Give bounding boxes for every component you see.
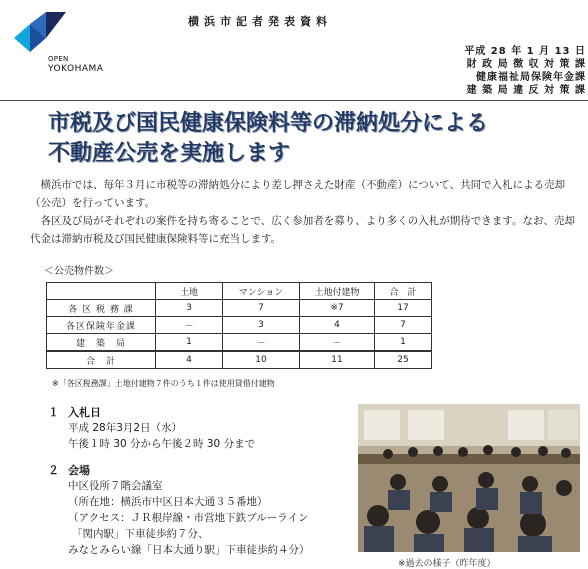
intro-paragraph-2: 各区及び局がそれぞれの案件を持ち寄ることで、広く参加者を募り、より多くの入札が期待できます。なお、売却代金は滞納市税及び国民健康保険料等に充当します。 xyxy=(30,215,575,245)
table-cell: 10 xyxy=(223,351,300,369)
header-divider xyxy=(0,100,588,101)
table-cell: 建 築 局 xyxy=(47,334,156,352)
venue-name: 中区役所７階会議室 xyxy=(68,480,163,492)
title-line-1: 市税及び国民健康保険料等の滞納処分による xyxy=(48,110,489,136)
table-header-cell: マンション xyxy=(223,283,300,300)
table-header-cell: 合 計 xyxy=(375,283,432,300)
table-cell: 各区保険年金課 xyxy=(47,317,156,334)
header-date-block xyxy=(464,45,586,97)
intro-paragraph-1: 横浜市では、毎年３月に市税等の滞納処分により差し押さえた財産（不動産）について、共同で入札による売却（公売）を行っています。 xyxy=(30,179,566,209)
table-row xyxy=(47,334,432,352)
section-2-number: ２ xyxy=(48,464,59,477)
table-cell: 7 xyxy=(375,317,432,334)
section-2-heading: 会場 xyxy=(68,464,90,477)
table-header-row xyxy=(47,283,432,300)
table-cell: 3 xyxy=(156,300,223,317)
bid-date: 平成 28年3月2日（水） xyxy=(68,422,183,434)
table-row xyxy=(47,300,432,317)
venue-access-line-1: （アクセス：ＪＲ根岸線・市営地下鉄ブルーライン xyxy=(68,512,309,524)
table-cell: 3 xyxy=(223,317,300,334)
logo-line1: OPEN xyxy=(48,55,69,63)
past-auction-photo xyxy=(358,404,580,552)
table-cell: 1 xyxy=(375,334,432,352)
department-2: 健康福祉局保険年金課 xyxy=(476,72,586,83)
table-cell: 25 xyxy=(375,351,432,369)
table-cell: 17 xyxy=(375,300,432,317)
table-cell: 11 xyxy=(300,351,375,369)
table-cell: 1 xyxy=(156,334,223,352)
release-date: 平成 28 年 1 月 13 日 xyxy=(464,46,586,57)
table-header-cell: 土地 xyxy=(156,283,223,300)
table-cell: 4 xyxy=(156,351,223,369)
logo-wordmark xyxy=(48,54,103,74)
table-row xyxy=(47,317,432,334)
property-count-table xyxy=(46,282,432,369)
document-title xyxy=(48,108,568,168)
photo-caption: ※過去の様子（昨年度） xyxy=(398,559,496,569)
logo-line2: YOKOHAMA xyxy=(48,64,104,74)
table-cell: － xyxy=(300,334,375,352)
bid-time: 午後１時 30 分から午後２時 30 分まで xyxy=(68,438,256,450)
venue-address: （所在地：横浜市中区日本大通３５番地） xyxy=(68,496,268,508)
table-cell: － xyxy=(156,317,223,334)
table-cell: 各 区 税 務 課 xyxy=(47,300,156,317)
table-cell: 7 xyxy=(223,300,300,317)
table-header-cell: 土地付建物 xyxy=(300,283,375,300)
title-line-2: 不動産公売を実施します xyxy=(48,140,291,166)
table-cell: 4 xyxy=(300,317,375,334)
table-cell: 合 計 xyxy=(47,351,156,369)
table-note: ※「各区税務課」土地付建物７件のうち１件は使用貸借付建物 xyxy=(52,379,275,388)
table-header-cell xyxy=(47,283,156,300)
venue-access-line-2: 「関内駅」下車徒歩約７分、 xyxy=(72,528,209,540)
department-1: 財 政 局 徴 収 対 策 課 xyxy=(466,59,586,70)
table-cell: － xyxy=(223,334,300,352)
section-1-heading: 入札日 xyxy=(68,406,101,419)
table-cell: ※7 xyxy=(300,300,375,317)
table-total-row xyxy=(47,351,432,369)
press-release-header: 横浜市記者発表資料 xyxy=(188,15,332,28)
section-1-number: １ xyxy=(48,406,59,419)
department-3: 建 築 局 違 反 対 策 課 xyxy=(466,85,586,96)
table-caption: ＜公売物件数＞ xyxy=(44,266,114,277)
venue-access-line-3: みなとみらい線「日本大通り駅」下車徒歩約４分） xyxy=(68,544,310,556)
